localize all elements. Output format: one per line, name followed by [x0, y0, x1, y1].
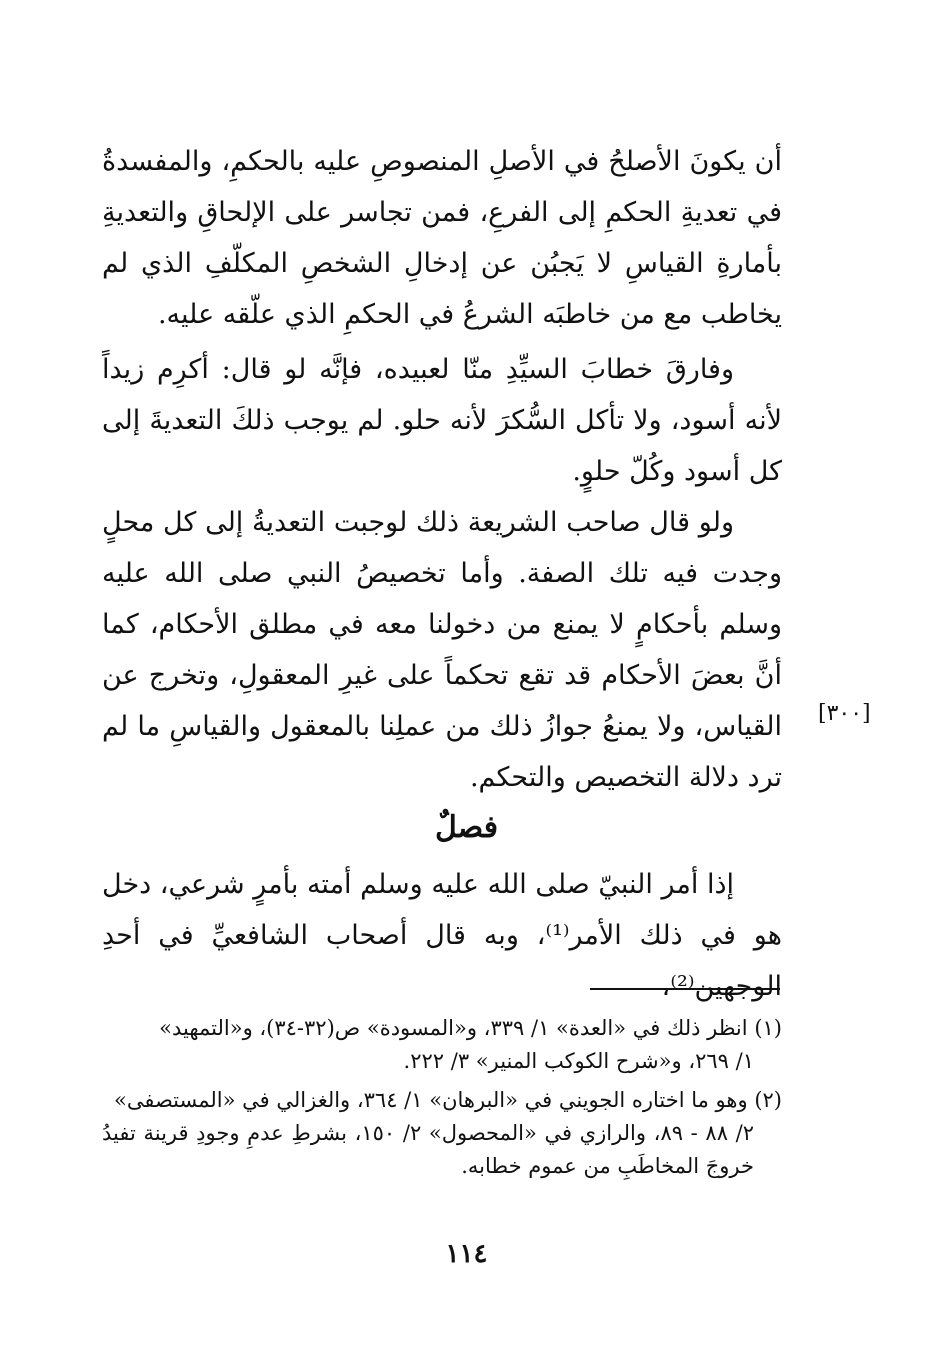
body-paragraph-2 — [102, 344, 782, 497]
section-heading: فصلٌ — [434, 810, 499, 845]
footnotes — [102, 1012, 782, 1189]
footnote-text: ٢/ ٨٨ - ٨٩، والرازي في «المحصول» ٢/ ١٥٠، بشرطِ عدمِ وجودِ قرينة تفيدُ خروجَ المخاطَبِ من عموم خطابه. — [102, 1121, 754, 1178]
footnote-1 — [102, 1012, 782, 1078]
margin-page-reference: [٣٠٠] — [818, 701, 871, 726]
paragraph-text: ولو قال صاحب الشريعة ذلك لوجبت التعديةُ إلى كل محلٍ وجدت فيه تلك الصفة. وأما تخصيصُ النبي صلى الله عليه وسلم بأحكامٍ لا يمنع من دخولنا معه في مطلق الأحكام، كما أنَّ بعضَ الأحكام قد تقع تحكماً على غيرِ المعقولِ، وتخرج عن القياس، ولا يمنعُ جوازُ ذلك من عملِنا بالمعقول والقياسِ ما لم ترد دلالة التخصيص والتحكم. — [102, 507, 782, 793]
footnote-number: (١) — [754, 1016, 782, 1040]
paragraph-text: وفارقَ خطابَ السيِّدِ منّا لعبيده، فإنَّه لو قال: أكرِم زيداً لأنه أسود، ولا تأكل السُّكرَ لأنه حلو. لم يوجب ذلكَ التعديةَ إلى كل أسود وكُلّ حلوٍ. — [102, 354, 782, 487]
body-paragraph-1 — [102, 136, 782, 340]
footnote-text: وهو ما اختاره الجويني في «البرهان» ١/ ٣٦٤، والغزالي في «المستصفى» — [114, 1088, 748, 1112]
footnote-text: ١/ ٢٦٩، و«شرح الكوكب المنير» ٣/ ٢٢٢. — [403, 1049, 754, 1073]
paragraph-text: أن يكونَ الأصلحُ في الأصلِ المنصوصِ عليه بالحكمِ، والمفسدةُ في تعديةِ الحكمِ إلى الفرعِ، فمن تجاسر على الإلحاقِ والتعديةِ بأمارةِ القياسِ لا يَجبُن عن إدخالِ الشخصِ المكلّفِ الذي لم يخاطب مع من خاطبَه الشرعُ في الحكمِ الذي علّقه عليه. — [102, 146, 782, 330]
paragraph-text: إذا أمر النبيّ صلى الله عليه وسلم أمته بأمرٍ شرعي، دخل هو في ذلك الأمر⁽¹⁾، وبه قال أصحاب الشافعيِّ في أحدِ الوجهين⁽²⁾، — [102, 869, 782, 1002]
footnote-number: (٢) — [754, 1088, 782, 1112]
page-number: ١١٤ — [445, 1239, 488, 1269]
body-paragraph-3 — [102, 497, 782, 803]
footnote-text: انظر ذلك في «العدة» ١/ ٣٣٩، و«المسودة» ص(٣٢-٣٤)، و«التمهيد» — [159, 1016, 748, 1040]
footnote-2 — [102, 1084, 782, 1183]
footnote-divider — [590, 988, 780, 990]
